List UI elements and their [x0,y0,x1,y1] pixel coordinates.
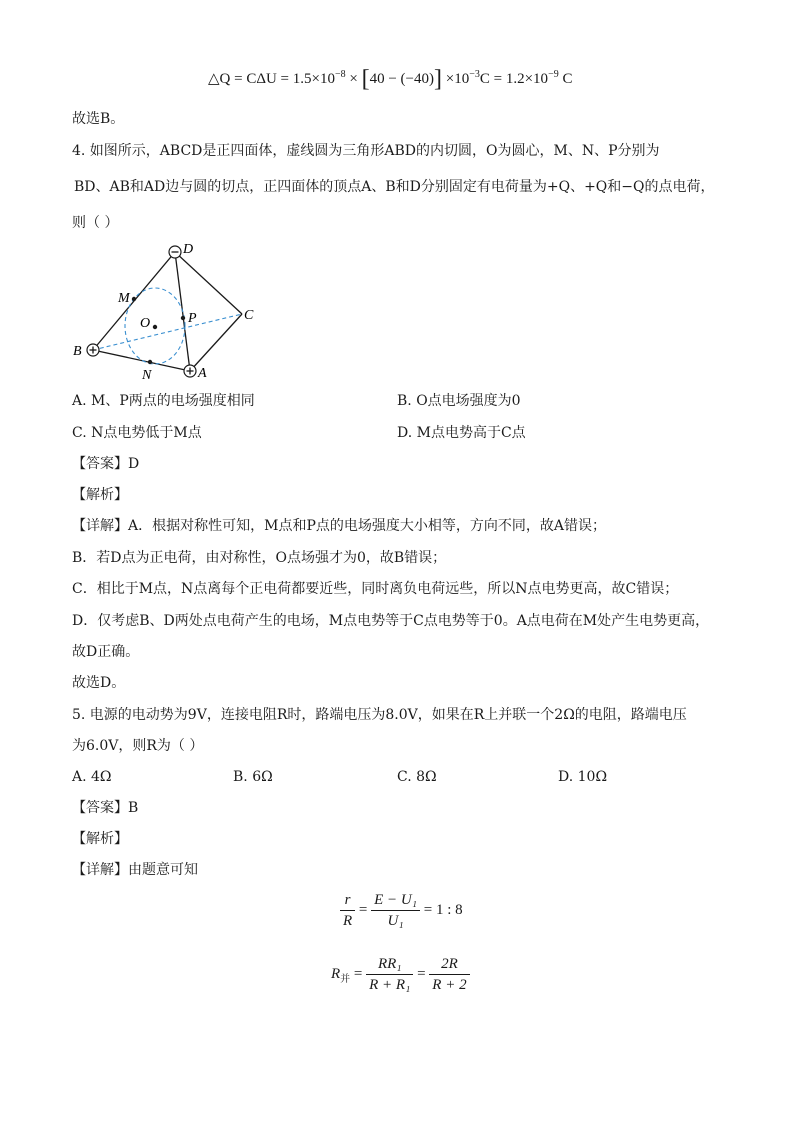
frac-2R [429,954,469,995]
equation-charge-change [208,66,572,93]
equals-sign: = [358,901,368,918]
q4-detail-2: B．若D点为正电荷，由对称性，O点场强才为0，故B错误； [72,550,447,566]
q4-option-c: C. N点电势低于M点 [72,425,202,441]
q4-choice: 故选D。 [72,675,126,691]
point-O [153,325,157,329]
frac-emf [371,890,420,931]
q5-answer: 【答案】B [72,800,139,816]
q4-option-b: B. O点电场强度为0 [397,393,521,409]
equation-parallel-resistance [331,954,470,995]
label-O: O [140,316,151,331]
frac-den: R + 2 [432,977,467,993]
eq-unit: C [558,70,573,87]
frac-num: r [340,890,355,911]
frac-num: E − U₁ [371,890,420,911]
eq-exp2: −3 [469,68,480,80]
q4-detail-4: D．仅考虑B、D两处点电荷产生的电场，M点电势等于C点电势等于0。A点电荷在M处产生电势更高， [72,613,710,629]
frac-num: RR₁ [366,954,413,975]
frac-num: 2R [429,954,469,975]
q5-analysis: 【解析】 [72,831,128,847]
eq-exp3: −9 [548,68,559,80]
label-D: D [183,242,194,257]
label-A: A [198,366,207,381]
edge-AC [190,314,242,371]
label-M: M [118,291,130,306]
q4-detail-1: 【详解】A．根据对称性可知，M点和P点的电场强度大小相等，方向不同，故A错误； [72,518,606,534]
equals-sign: = [353,965,363,982]
q4-answer: 【答案】D [72,456,140,472]
bracket-right: ] [434,66,443,92]
q4-option-a: A. M、P两点的电场强度相同 [72,393,255,409]
q5-option-b: B. 6Ω [233,769,273,785]
q4-detail-3: C．相比于M点，N点离每个正电荷都要近些，同时离负电荷远些，所以N点电势更高，故C错误； [72,581,679,597]
frac-den: R [343,913,353,929]
label-P: P [188,311,197,326]
point-M [132,297,136,301]
eq-exp1: −8 [334,68,346,80]
q5-option-d: D. 10Ω [558,769,608,785]
q3-choice: 故选B。 [72,111,125,127]
eq-mid2: ×10 [442,70,470,87]
equals-sign: = [417,965,426,982]
eq-lhs: △Q = CΔU = 1.5×10 [208,70,335,87]
q4-stem-line2: BD、AB和AD边与圆的切点，正四面体的顶点A、B和D分别固定有电荷量为+Q、+Q和−Q的点电荷， [74,179,715,195]
tetrahedron-figure [64,238,274,386]
point-P [181,316,185,320]
frac-r-over-R [340,890,355,931]
edge-BC-dashed [93,314,242,350]
eq-mid1: × [345,70,362,87]
eq-bracket-content: 40 − (−40) [369,70,435,87]
bracket-left: [ [361,66,370,92]
label-N: N [142,368,152,383]
q5-detail-1: 【详解】由题意可知 [72,862,198,878]
eq2-lhs: R [331,965,341,982]
q5-stem-line1: 5. 电源的电动势为9V，连接电阻R时，路端电压为8.0V，如果在R上并联一个2Ω的电阻，路端电压 [72,707,687,723]
q4-stem-line1: 4. 如图所示，ABCD是正四面体，虚线圆为三角形ABD的内切圆，O为圆心，M、N、P分别为 [72,143,660,159]
frac-parallel [366,954,413,995]
q4-stem-line3: 则（ ） [72,215,119,231]
point-N [148,360,152,364]
label-C: C [244,308,254,323]
eq1-rhs: = 1 : 8 [423,901,463,918]
frac-den: U₁ [387,913,404,929]
frac-den: R + R₁ [369,977,411,993]
q4-detail-5: 故D正确。 [72,644,140,660]
q5-option-c: C. 8Ω [397,769,437,785]
q5-option-a: A. 4Ω [72,769,112,785]
q4-analysis: 【解析】 [72,487,128,503]
equation-ratio [340,890,463,931]
eq-mid3: C = 1.2×10 [479,70,549,87]
q4-option-d: D. M点电势高于C点 [397,425,526,441]
edge-DC [175,252,242,314]
q5-stem-line2: 为6.0V，则R为（ ） [72,738,204,754]
label-B: B [73,344,82,359]
eq2-lhs-sub: 并 [340,973,351,985]
